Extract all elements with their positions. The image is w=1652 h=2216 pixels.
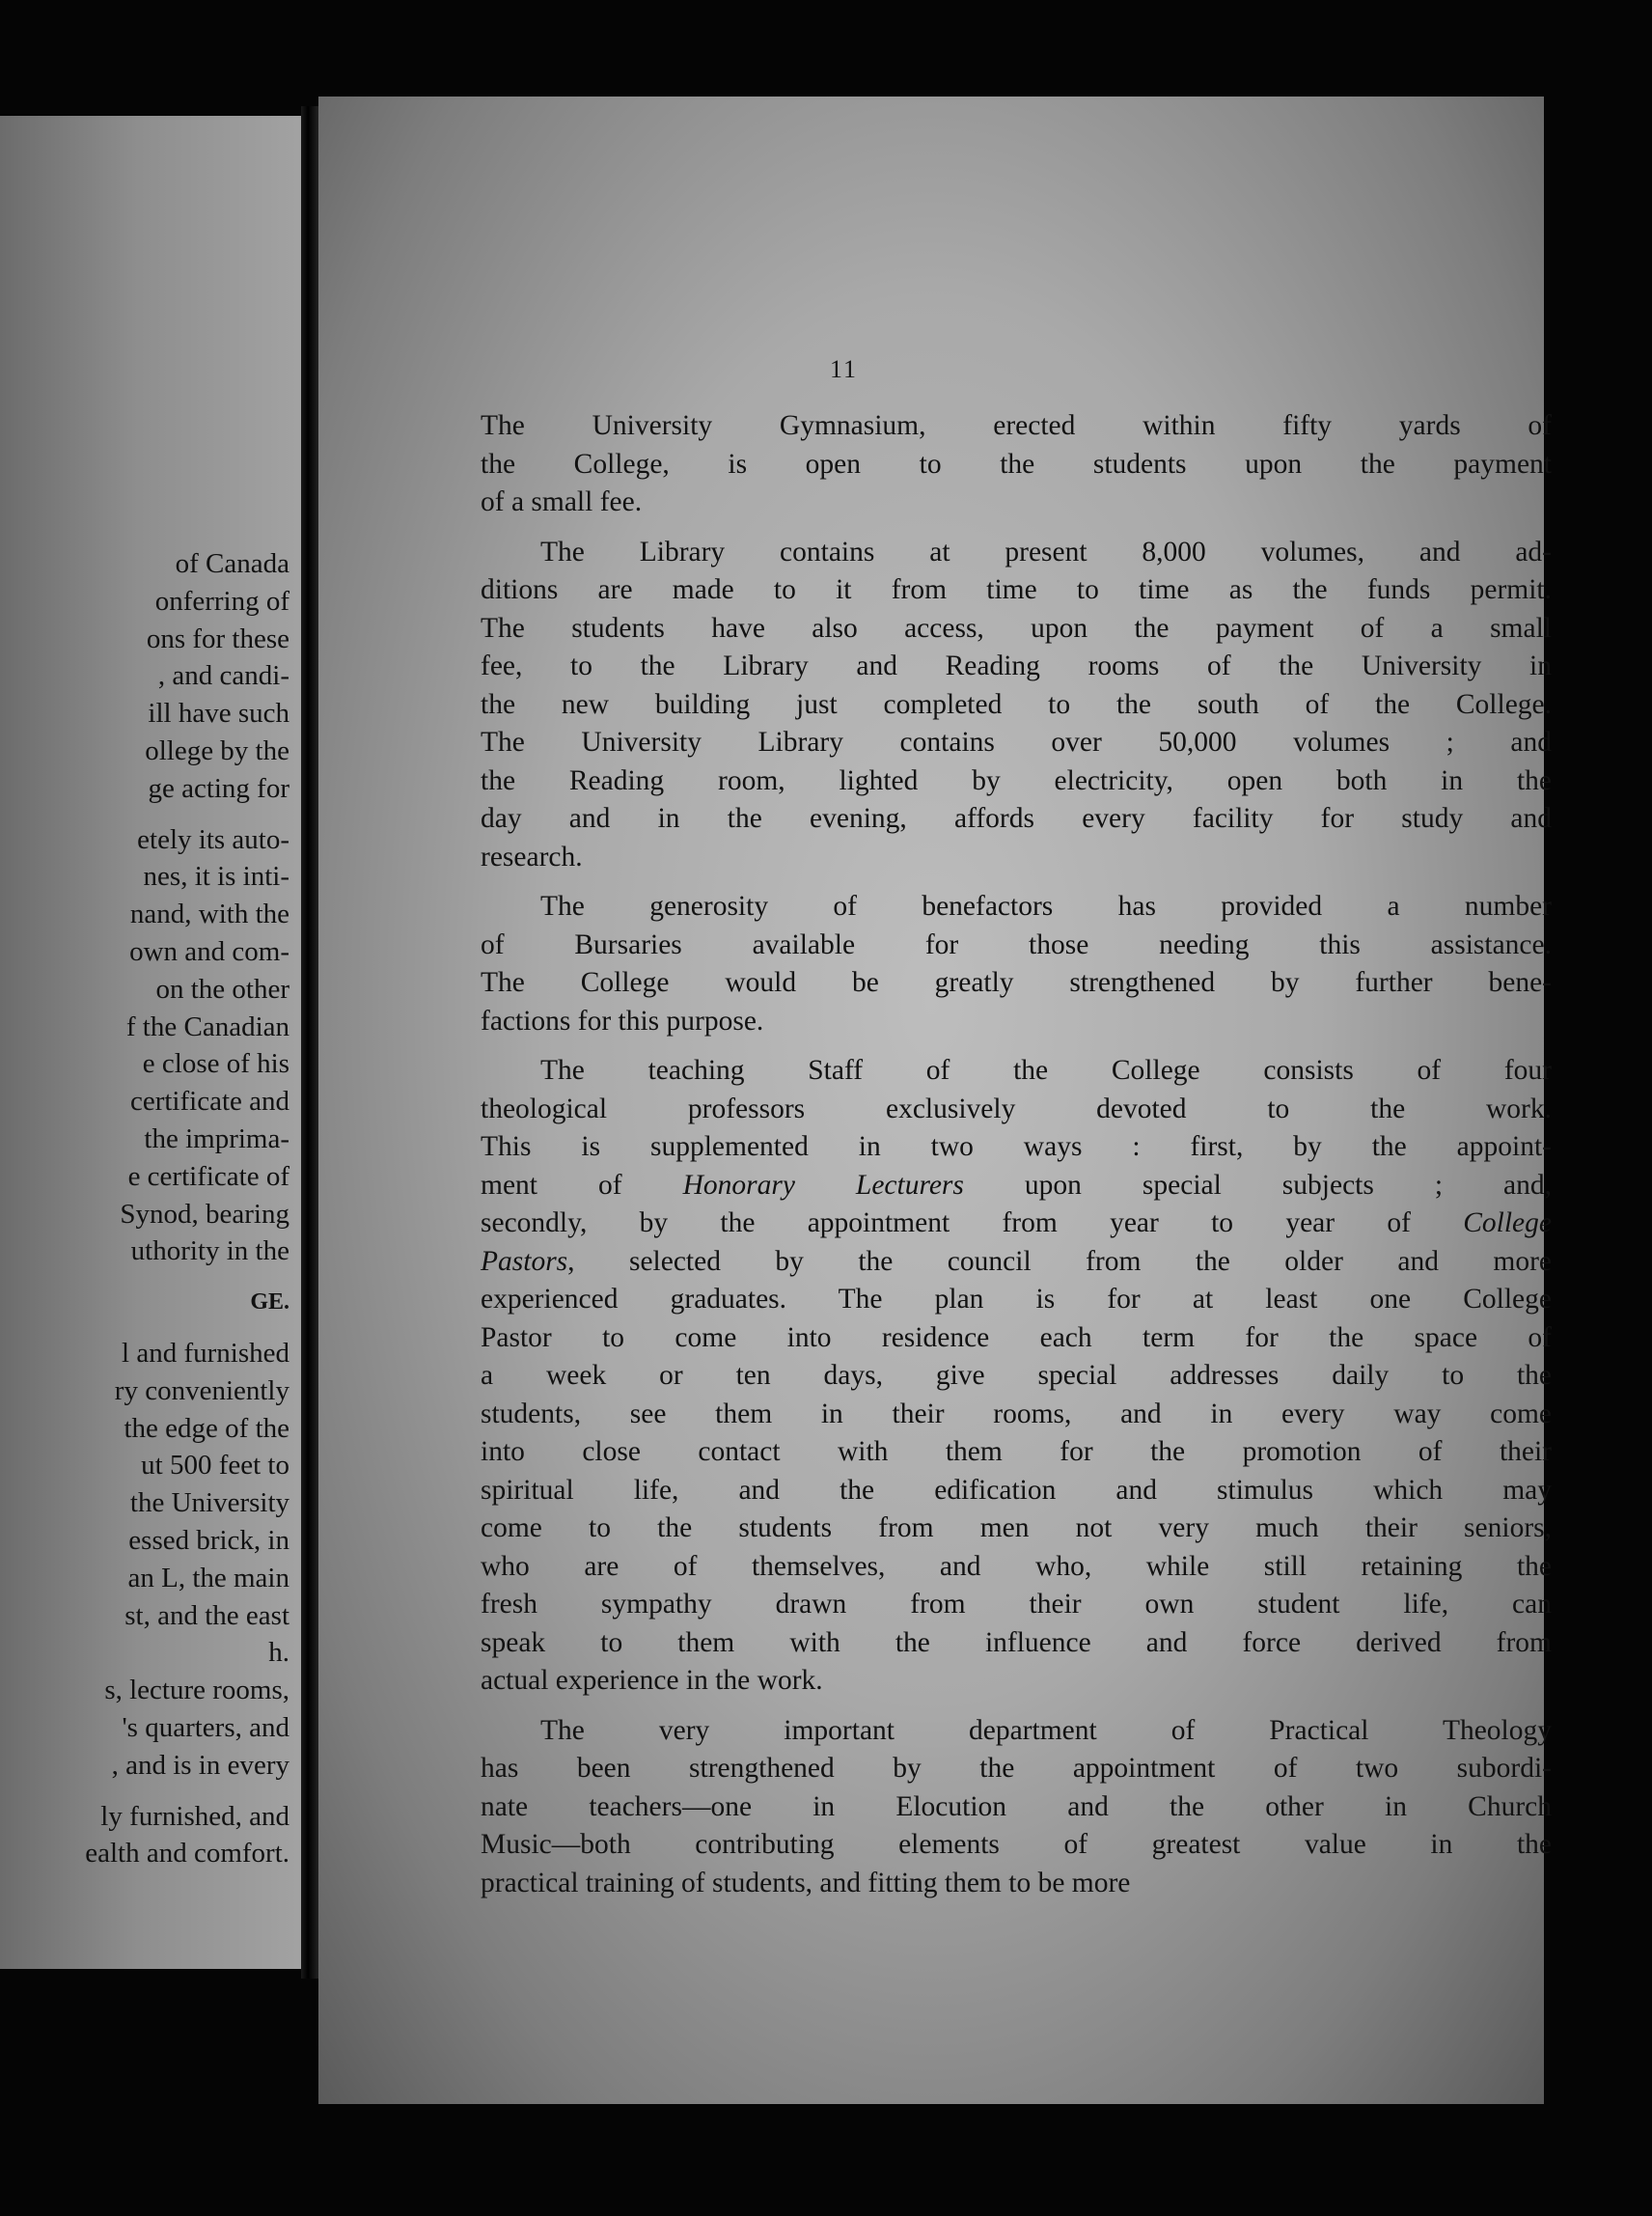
text-line: factions for this purpose. bbox=[481, 1005, 764, 1037]
paragraph bbox=[481, 888, 1552, 1040]
page-number: 11 bbox=[830, 355, 859, 383]
text-line: speak to them with the influence and force derived from bbox=[481, 1626, 1552, 1658]
text-line: This is supplemented in two ways : first, by the appoint- bbox=[481, 1131, 1552, 1162]
previous-page-line: ollege by the bbox=[145, 734, 289, 766]
previous-page-line: onferring of bbox=[154, 585, 289, 617]
text-line: students, see them in their rooms, and in every way come bbox=[481, 1398, 1552, 1429]
previous-page-line: nes, it is inti- bbox=[143, 861, 289, 893]
text-line: the Reading room, lighted by electricity, open both in the bbox=[481, 764, 1552, 796]
previous-page-line: the imprima- bbox=[144, 1122, 289, 1154]
previous-page-line: own and com- bbox=[129, 935, 289, 967]
text-line: into close contact with them for the promotion of their bbox=[481, 1436, 1552, 1467]
previous-page-line: ealth and comfort. bbox=[85, 1838, 289, 1870]
text-line: Pastor to come into residence each term for the space of bbox=[481, 1321, 1552, 1353]
previous-page-line: Synod, bearing bbox=[120, 1198, 289, 1230]
paragraph bbox=[481, 534, 1552, 877]
text-line: nate teachers—one in Elocution and the other in Church bbox=[481, 1790, 1552, 1822]
previous-page-line: on the other bbox=[155, 973, 289, 1005]
text-line: who are of themselves, and who, while still retaining the bbox=[481, 1550, 1552, 1582]
previous-page-line: ge acting for bbox=[148, 772, 289, 804]
text-line: experienced graduates. The plan is for at least one College bbox=[481, 1284, 1552, 1315]
previous-page-line: certificate and bbox=[129, 1086, 289, 1118]
previous-page-line: nand, with the bbox=[129, 899, 289, 930]
previous-page-line: uthority in the bbox=[130, 1235, 289, 1267]
text-line: The College would be greatly strengthened by further bene- bbox=[481, 967, 1552, 998]
paragraph bbox=[481, 1052, 1552, 1701]
text-line: a week or ten days, give special addresses daily to the bbox=[481, 1360, 1552, 1391]
previous-page-line: essed brick, in bbox=[128, 1524, 289, 1556]
text-line: The Library contains at present 8,000 volumes, and ad- bbox=[540, 536, 1552, 568]
text-line: the new building just completed to the south of the College. bbox=[481, 688, 1552, 720]
previous-page-line: ill have such bbox=[148, 698, 289, 730]
previous-page-line: e certificate of bbox=[127, 1160, 289, 1192]
book-gutter bbox=[301, 106, 318, 1979]
previous-page-line: the edge of the bbox=[124, 1412, 289, 1444]
previous-page-line: ry conveniently bbox=[114, 1374, 289, 1406]
text-line: has been strengthened by the appointment of two subordi- bbox=[481, 1753, 1552, 1784]
text-line: ditions are made to it from time to time as the funds permit. bbox=[481, 574, 1552, 605]
previous-page-line: ut 500 feet to bbox=[141, 1450, 289, 1482]
text-line: fee, to the Library and Reading rooms of the University in bbox=[481, 651, 1552, 681]
previous-page-line: the University bbox=[129, 1487, 289, 1519]
previous-page-line: , and candi- bbox=[157, 660, 289, 692]
previous-page-line: h. bbox=[268, 1637, 289, 1669]
text-line: practical training of students, and fitting them to be more bbox=[481, 1867, 1131, 1898]
text-line: The students have also access, upon the payment of a small bbox=[481, 612, 1552, 644]
previous-page-line: etely its auto- bbox=[137, 823, 289, 855]
paragraph bbox=[481, 1712, 1552, 1903]
text-line: The very important department of Practical Theology bbox=[540, 1714, 1552, 1746]
paragraph bbox=[481, 407, 1552, 522]
previous-page-line: , and is in every bbox=[111, 1749, 289, 1781]
text-line: actual experience in the work. bbox=[481, 1665, 823, 1696]
previous-page-line: ons for these bbox=[146, 623, 289, 654]
text-line: research. bbox=[481, 841, 583, 873]
previous-page-line: e close of his bbox=[142, 1048, 289, 1080]
previous-page-line: f the Canadian bbox=[125, 1011, 289, 1042]
previous-page-line: of Canada bbox=[175, 548, 289, 579]
previous-page-line: 's quarters, and bbox=[122, 1711, 289, 1743]
text-line: secondly, by the appointment from year to year of College bbox=[481, 1207, 1552, 1238]
previous-page-line: ly furnished, and bbox=[100, 1800, 289, 1832]
previous-page-line: l and furnished bbox=[122, 1337, 289, 1369]
text-line: Pastors, selected by the council from the older and more bbox=[481, 1245, 1552, 1277]
text-line: of Bursaries available for those needing this assistance. bbox=[481, 928, 1552, 960]
current-page bbox=[318, 97, 1553, 2104]
text-line: theological professors exclusively devoted to the work. bbox=[481, 1093, 1552, 1124]
text-line: come to the students from men not very much their seniors, bbox=[481, 1512, 1552, 1543]
previous-page-line: st, and the east bbox=[124, 1599, 289, 1631]
previous-page bbox=[0, 116, 307, 1969]
text-line: ment of Honorary Lecturers upon special subjects ; and, bbox=[481, 1169, 1553, 1201]
text-line: of a small fee. bbox=[481, 486, 643, 517]
text-line: The University Gymnasium, erected within fifty yards of bbox=[481, 410, 1552, 441]
text-line: fresh sympathy drawn from their own student life, can bbox=[481, 1589, 1552, 1620]
text-line: day and in the evening, affords every facility for study and bbox=[481, 803, 1552, 834]
text-line: spiritual life, and the edification and stimulus which may bbox=[481, 1474, 1552, 1506]
text-line: The generosity of benefactors has provided a number bbox=[540, 891, 1552, 922]
previous-page-text bbox=[0, 545, 289, 1872]
previous-page-line: s, lecture rooms, bbox=[104, 1675, 289, 1706]
text-line: The University Library contains over 50,000 volumes ; and bbox=[481, 727, 1552, 758]
page-body-text bbox=[481, 407, 1552, 1914]
previous-page-line: an L, the main bbox=[127, 1562, 289, 1593]
text-line: the College, is open to the students upon the payment bbox=[481, 448, 1552, 480]
text-line: The teaching Staff of the College consists of four bbox=[540, 1055, 1552, 1086]
previous-page-line: GE. bbox=[250, 1289, 289, 1316]
text-line: Music—both contributing elements of greatest value in the bbox=[481, 1829, 1552, 1860]
